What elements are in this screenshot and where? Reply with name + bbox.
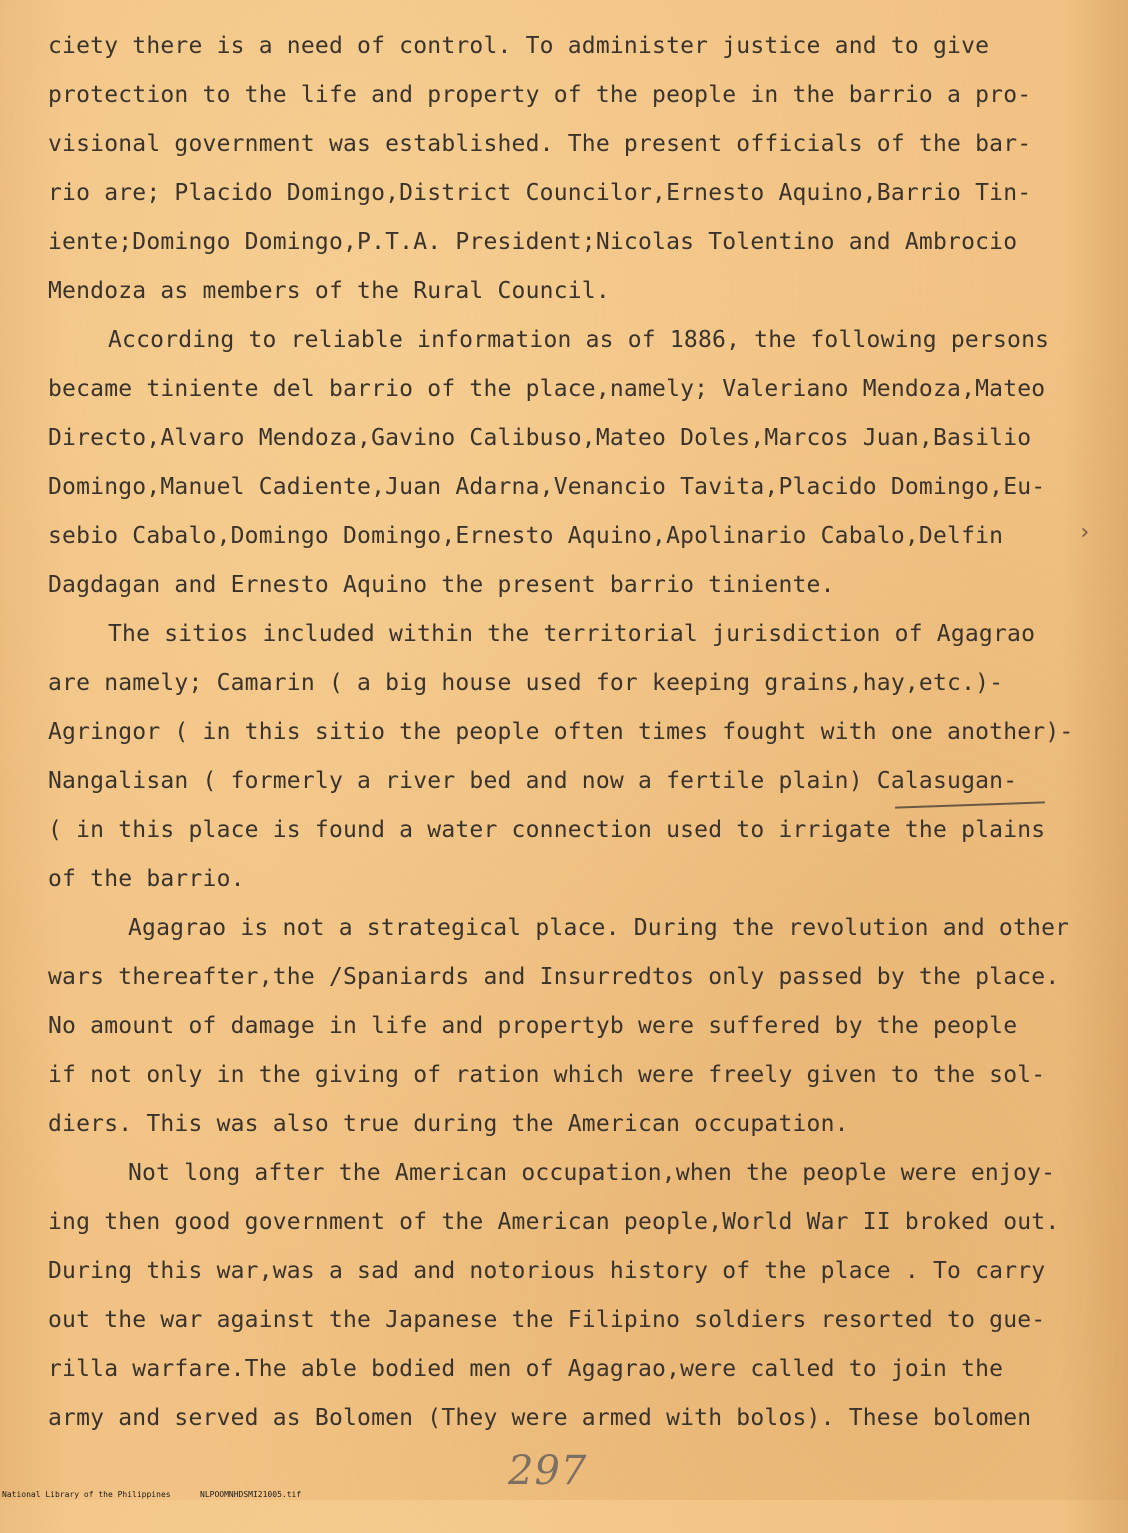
footer-library: National Library of the Philippines [2,1490,171,1499]
text-line: ing then good government of the American people,World War II broked out. [48,1209,1060,1235]
text-line: army and served as Bolomen (They were armed with bolos). These bolomen [48,1405,1032,1431]
text-line: ciety there is a need of control. To administer justice and to give [48,33,990,59]
text-line: protection to the life and property of the people in the barrio a pro- [48,82,1032,108]
text-line: became tiniente del barrio of the place,namely; Valeriano Mendoza,Mateo [48,376,1046,402]
text-line: rilla warfare.The able bodied men of Agagrao,were called to join the [48,1356,1004,1382]
text-line: According to reliable information as of 1886, the following persons [108,327,1050,353]
text-line: During this war,was a sad and notorious history of the place . To carry [48,1258,1046,1284]
text-line: sebio Cabalo,Domingo Domingo,Ernesto Aquino,Apolinario Cabalo,Delfin [48,523,1004,549]
text-line: of the barrio. [48,866,245,892]
text-line: diers. This was also true during the American occupation. [48,1111,849,1137]
footer-filename: NLPOOMNHDSMI21005.tif [200,1490,302,1499]
text-line: Agagrao is not a strategical place. During the revolution and other [128,915,1070,941]
text-line: Nangalisan ( formerly a river bed and now a fertile plain) Calasugan- [48,768,1018,794]
scan-footer [0,1489,1128,1500]
text-line: are namely; Camarin ( a big house used for keeping grains,hay,etc.)- [48,670,1004,696]
typewritten-text [48,22,1108,1443]
text-line: Domingo,Manuel Cadiente,Juan Adarna,Venancio Tavita,Placido Domingo,Eu- [48,474,1046,500]
page-number: 297 [508,1448,588,1494]
text-line: wars thereafter,the /Spaniards and Insurredtos only passed by the place. [48,964,1060,990]
text-line: Directo,Alvaro Mendoza,Gavino Calibuso,Mateo Doles,Marcos Juan,Basilio [48,425,1032,451]
text-line: No amount of damage in life and propertyb were suffered by the people [48,1013,1018,1039]
text-line: out the war against the Japanese the Filipino soldiers resorted to gue- [48,1307,1046,1333]
text-line: The sitios included within the territorial jurisdiction of Agagrao [108,621,1036,647]
text-line: Agringor ( in this sitio the people often times fought with one another)- [48,719,1074,745]
text-line: visional government was established. The present officials of the bar- [48,131,1032,157]
text-line: Not long after the American occupation,when the people were enjoy- [128,1160,1056,1186]
text-line: rio are; Placido Domingo,District Councilor,Ernesto Aquino,Barrio Tin- [48,180,1032,206]
text-line: ( in this place is found a water connection used to irrigate the plains [48,817,1046,843]
text-line: if not only in the giving of ration which were freely given to the sol- [48,1062,1046,1088]
text-line: Dagdagan and Ernesto Aquino the present barrio tiniente. [48,572,835,598]
text-line: Mendoza as members of the Rural Council. [48,278,610,304]
text-line: iente;Domingo Domingo,P.T.A. President;Nicolas Tolentino and Ambrocio [48,229,1018,255]
margin-mark-icon: › [1078,520,1092,545]
